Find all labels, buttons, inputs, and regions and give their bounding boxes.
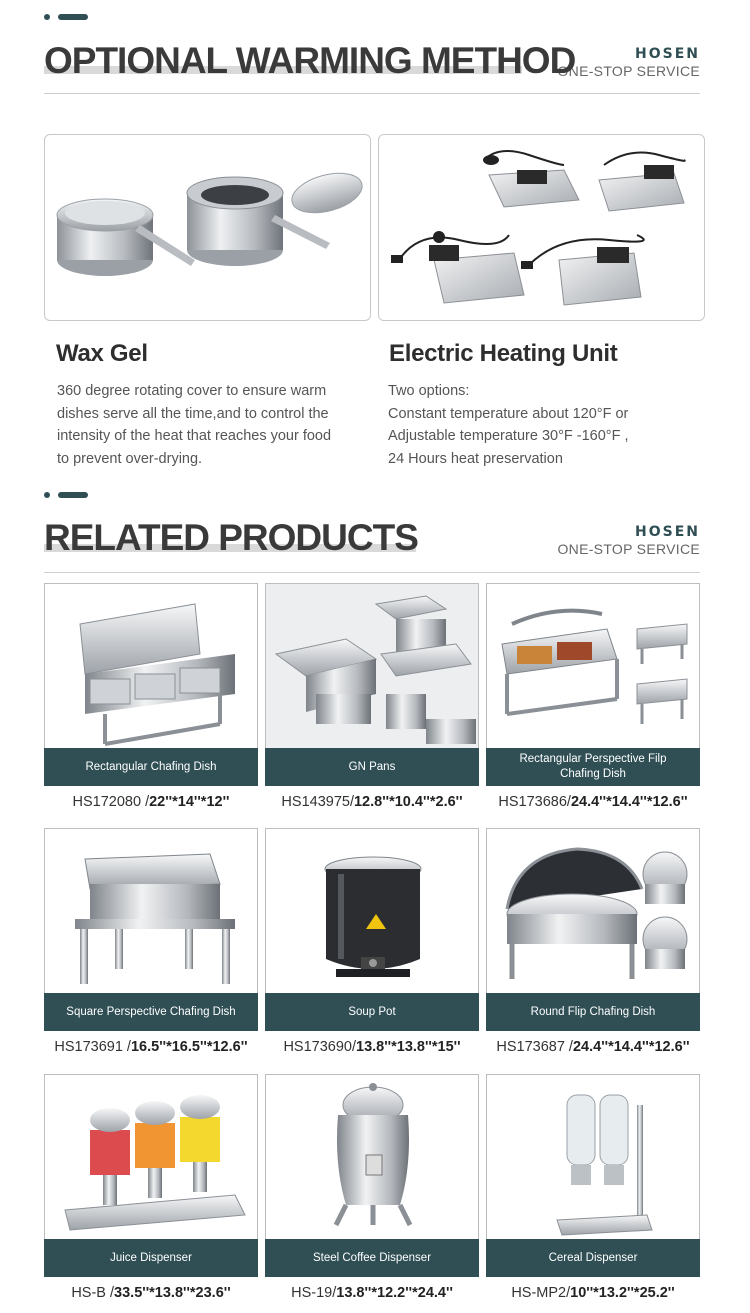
product-card[interactable] [44,828,258,1055]
method-title-electric: Electric Heating Unit [389,340,618,367]
product-image[interactable] [265,828,479,993]
round-flip-chafing-dish-icon [487,829,700,993]
product-code [486,794,700,810]
gn-pans-icon [266,584,479,748]
product-name: Juice Dispenser [110,1251,192,1264]
product-size: 10''*13.2''*25.2'' [570,1285,675,1301]
method-desc-electric: Two options: Constant temperature about 120°F or Adjustable temperature 30°F -160°F , 24 Hours heat preservation [388,383,629,467]
product-name-bar[interactable] [486,993,700,1031]
product-size: 22''*14''*12'' [149,794,230,810]
product-image[interactable] [44,1074,258,1239]
product-code [265,1285,479,1301]
brand-block [557,46,700,79]
product-image[interactable] [486,828,700,993]
product-code [44,794,258,810]
product-card[interactable] [486,1074,700,1301]
product-size: 16.5''*16.5''*12.6'' [130,1039,248,1055]
coffee-dispenser-icon [266,1075,479,1239]
product-card[interactable] [486,583,700,810]
product-size: 24.4''*14.4''*12.6'' [570,794,688,810]
brand-logo: HOSEN [635,46,700,62]
rectangular-chafing-dish-icon [45,584,258,748]
product-name: Cereal Dispenser [548,1251,638,1264]
product-name: Rectangular Perspective Filp Chafing Dish [519,753,667,780]
product-card[interactable] [44,1074,258,1301]
wax-gel-image [44,134,371,321]
product-card[interactable] [265,1074,479,1301]
product-size: 33.5''*13.8''*23.6'' [114,1285,231,1301]
product-size: 13.8''*12.2''*24.4'' [336,1285,453,1301]
product-sku: HS-19/ [291,1285,337,1301]
product-name: Soup Pot [348,1005,396,1018]
product-card[interactable] [265,583,479,810]
juice-dispenser-icon [45,1075,258,1239]
wax-gel-burner-icon [45,135,371,321]
product-image[interactable] [44,828,258,993]
product-size: 13.8''*13.8''*15'' [356,1039,461,1055]
product-code [486,1039,700,1055]
product-name-bar[interactable] [486,1239,700,1277]
method-title-wax-gel: Wax Gel [56,340,148,367]
product-name: Round Flip Chafing Dish [530,1005,656,1018]
product-sku: HS173687 / [496,1039,573,1055]
product-name: GN Pans [348,760,396,773]
product-name-bar[interactable] [265,993,479,1031]
product-code [486,1285,700,1301]
product-name: Rectangular Chafing Dish [85,760,217,773]
cereal-dispenser-icon [487,1075,700,1239]
method-desc-wax-gel: 360 degree rotating cover to ensure warm dishes serve all the time,and to control the intensity of the heat that reaches your food to prevent over-drying. [57,383,332,467]
product-card[interactable] [486,828,700,1055]
product-code [44,1285,258,1301]
product-image[interactable] [265,1074,479,1239]
product-code [44,1039,258,1055]
electric-heating-image [378,134,705,321]
product-sku: HS173690/ [283,1039,356,1055]
product-card[interactable] [44,583,258,810]
product-image[interactable] [265,583,479,748]
product-image[interactable] [486,583,700,748]
product-sku: HS-MP2/ [511,1285,571,1301]
product-code [265,794,479,810]
product-name-bar[interactable] [265,748,479,786]
brand-tagline: ONE-STOP SERVICE [557,541,700,557]
product-image[interactable] [486,1074,700,1239]
square-chafing-dish-icon [45,829,258,993]
product-name: Square Perspective Chafing Dish [66,1005,236,1018]
product-image[interactable] [44,583,258,748]
section-title-related: RELATED PRODUCTS [44,517,418,558]
divider [44,93,700,94]
section-title-warming: OPTIONAL WARMING METHOD [44,40,576,81]
soup-pot-icon [266,829,479,993]
brand-block [557,524,700,557]
product-card[interactable] [265,828,479,1055]
product-name-bar[interactable] [486,748,700,786]
product-sku: HS-B / [71,1285,115,1301]
brand-logo: HOSEN [635,524,700,540]
product-size: 12.8''*10.4''*2.6'' [353,794,463,810]
product-name-bar[interactable] [44,748,258,786]
product-size: 24.4''*14.4''*12.6'' [572,1039,690,1055]
divider [44,572,700,573]
product-name-bar[interactable] [44,993,258,1031]
product-sku: HS172080 / [72,794,150,810]
product-name-bar[interactable] [265,1239,479,1277]
product-name: Steel Coffee Dispenser [312,1251,432,1264]
electric-heater-icon [379,135,705,321]
product-name-bar[interactable] [44,1239,258,1277]
perspective-flip-chafing-dish-icon [487,584,700,748]
product-code [265,1039,479,1055]
brand-tagline: ONE-STOP SERVICE [557,63,700,79]
product-sku: HS173686/ [498,794,571,810]
product-sku: HS173691 / [54,1039,131,1055]
product-sku: HS143975/ [281,794,354,810]
